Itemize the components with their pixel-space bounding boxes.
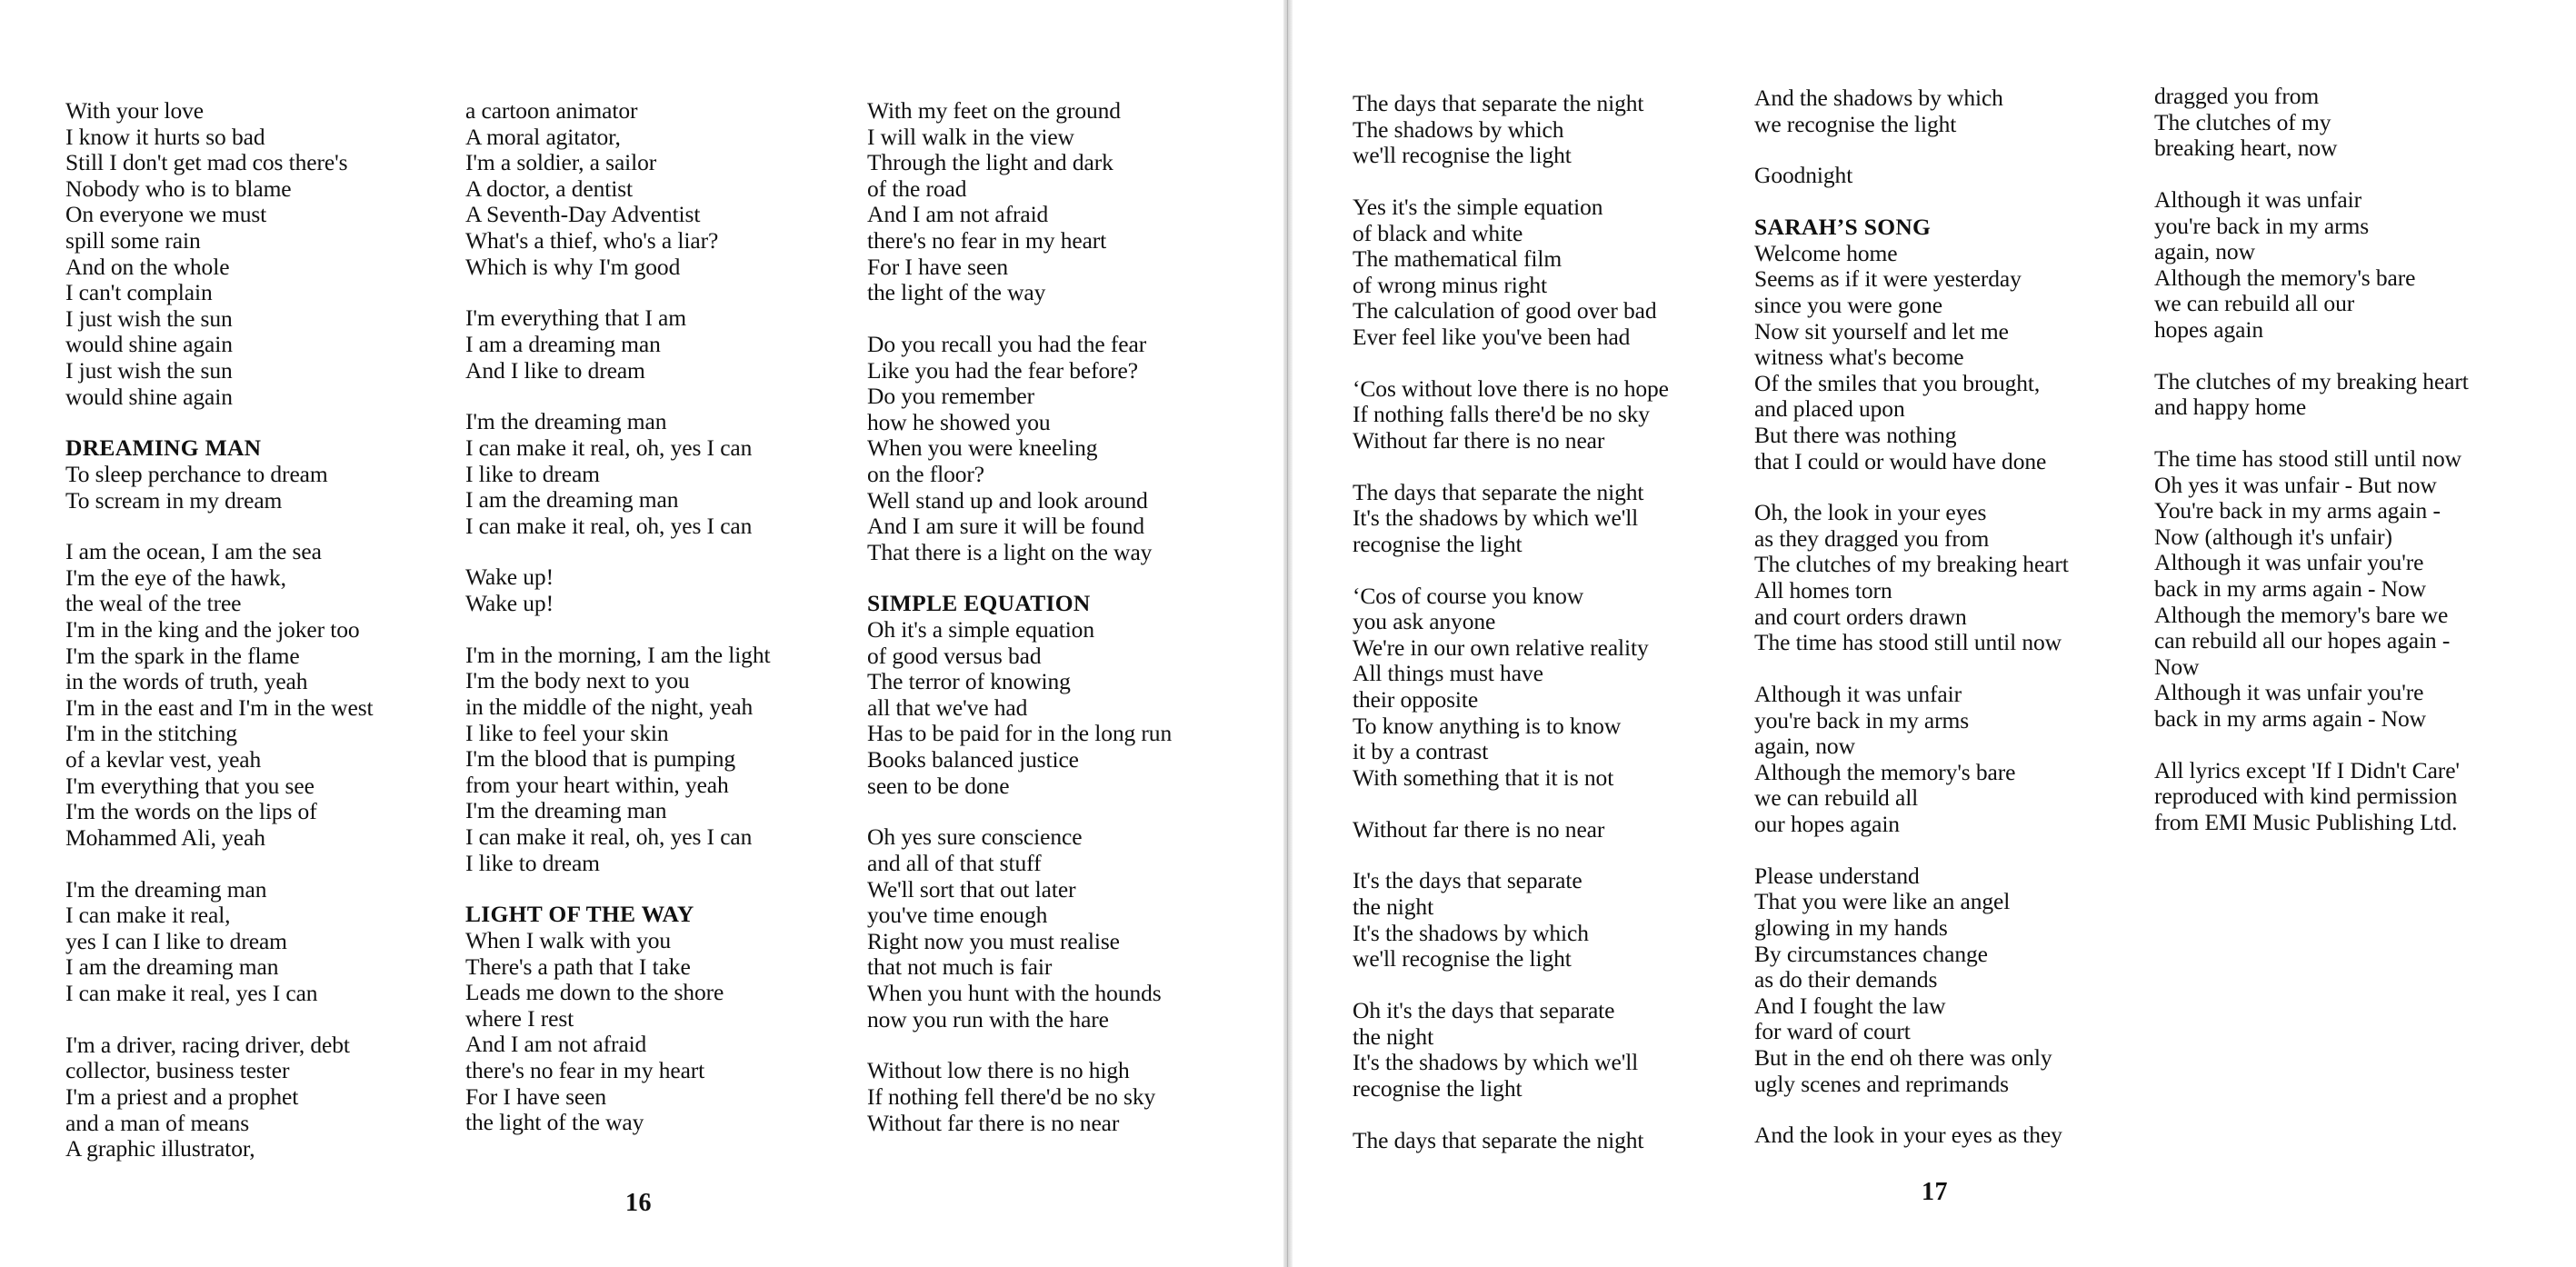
lyric-line: of black and white (1353, 219, 1523, 246)
left-page-column-2 (465, 98, 770, 1136)
lyric-line: their opposite (1353, 686, 1479, 713)
lyric-line: A graphic illustrator, (65, 1135, 255, 1162)
lyric-line: And I am not afraid (465, 1031, 647, 1058)
lyric-line: Now (2154, 653, 2200, 680)
lyric-line: Ever feel like you've been had (1353, 323, 1631, 350)
lyric-line: All homes torn (1754, 577, 1892, 604)
lyric-line: it by a contrast (1353, 738, 1489, 765)
lyric-line: Mohammed Ali, yeah (65, 823, 265, 851)
lyric-line: ‘Cos of course you know (1353, 582, 1584, 609)
lyric-line: Without far there is no near (1353, 815, 1605, 843)
lyric-line: and all of that stuff (867, 850, 1042, 876)
stanza-gap (1353, 351, 1669, 376)
lyric-line: I like to dream (465, 849, 600, 876)
stanza-gap (1353, 973, 1669, 998)
stanza-gap (465, 617, 770, 643)
lyric-line: If nothing fell there'd be no sky (867, 1082, 1156, 1110)
lyric-line: Now sit yourself and let me (1754, 317, 2009, 344)
lyric-line: Goodnight (1754, 162, 1853, 189)
lyric-line: It's the shadows by which (1353, 919, 1589, 946)
lyric-line: dragged you from (2154, 83, 2320, 109)
lyric-line: Without low there is no high (867, 1057, 1130, 1084)
lyric-line: reproduced with kind permission (2154, 783, 2458, 810)
stanza-gap (1754, 656, 2069, 682)
stanza-gap (1353, 843, 1669, 868)
left-page-column-1 (65, 98, 374, 1162)
stanza-gap (1353, 169, 1669, 195)
lyric-line: I'm a driver, racing driver, debt (65, 1031, 350, 1058)
lyric-line: all that we've had (867, 693, 1028, 721)
lyric-line: you're back in my arms (2154, 212, 2370, 239)
lyric-line: Nobody who is to blame (65, 175, 292, 202)
lyric-line: A Seventh-Day Adventist (465, 201, 701, 228)
lyric-line: I'm the body next to you (465, 667, 690, 694)
lyric-line: spill some rain (65, 226, 201, 254)
lyric-line: now you run with the hare (867, 1005, 1109, 1033)
lyric-line: I can make it real, (65, 902, 231, 929)
page-number: 16 (625, 1189, 652, 1217)
lyric-line: Although the memory's bare we (2154, 601, 2449, 628)
lyric-line: On everyone we must (65, 201, 267, 228)
stanza-gap (65, 514, 374, 539)
lyric-line: I can make it real, oh, yes I can (465, 434, 753, 461)
stanza-gap (1754, 137, 2069, 163)
lyric-line: Has to be paid for in the long run (867, 720, 1173, 747)
stanza-gap (465, 539, 770, 564)
lyric-line: Still I don't get mad cos there's (65, 149, 348, 176)
lyric-line: Oh, the look in your eyes (1754, 499, 1987, 526)
lyric-line: the weal of the tree (65, 590, 242, 617)
lyric-line: the night (1353, 1023, 1434, 1050)
lyric-line: And I am not afraid (867, 201, 1049, 228)
lyric-line: on the floor? (867, 460, 984, 487)
lyric-line: how he showed you (867, 408, 1051, 435)
lyric-line: All things must have (1353, 660, 1543, 687)
lyric-line: of a kevlar vest, yeah (65, 746, 262, 773)
lyric-line: as do their demands (1754, 966, 1938, 993)
lyric-line: The time has stood still until now (2154, 445, 2461, 473)
lyric-line: Do you remember (867, 383, 1035, 410)
spine-fold-line (1287, 0, 1288, 1267)
stanza-gap (65, 851, 374, 876)
lyric-line: I just wish the sun (65, 304, 233, 332)
lyric-line: witness what's become (1754, 344, 1964, 371)
lyric-line: and happy home (2154, 394, 2307, 421)
lyric-line: I can't complain (65, 279, 213, 306)
lyric-line: I am a dreaming man (465, 330, 661, 357)
song-title: SARAH’S SONG (1754, 214, 1932, 241)
lyric-line: Through the light and dark (867, 149, 1113, 176)
stanza-gap (1353, 557, 1669, 583)
lyric-line: With your love (65, 97, 204, 124)
lyric-line: of wrong minus right (1353, 271, 1548, 298)
lyric-line: I'm the words on the lips of (65, 798, 317, 825)
lyric-line: The mathematical film (1353, 245, 1563, 273)
stanza-gap (465, 384, 770, 409)
lyric-line: But in the end oh there was only (1754, 1043, 2052, 1071)
lyric-line: we'll recognise the light (1353, 142, 1572, 169)
lyric-line: glowing in my hands (1754, 913, 1948, 941)
lyric-line: Oh yes it was unfair - But now (2154, 471, 2437, 498)
lyric-line: we can rebuild all our (2154, 290, 2355, 317)
lyric-line: I'm a priest and a prophet (65, 1082, 299, 1110)
lyric-line: To know anything is to know (1353, 712, 1622, 739)
lyric-line: the light of the way (465, 1109, 644, 1136)
lyric-line: Although it was unfair you're (2154, 549, 2424, 576)
lyric-line: where I rest (465, 1004, 574, 1032)
left-page-column-3 (867, 98, 1172, 1136)
lyric-line: seen to be done (867, 772, 1010, 799)
lyric-line: But there was nothing (1754, 421, 1957, 448)
lyric-line: The calculation of good over bad (1353, 297, 1657, 324)
lyric-line: Of the smiles that you brought, (1754, 369, 2041, 396)
lyric-line: I am the dreaming man (465, 486, 679, 514)
stanza-gap (867, 565, 1172, 591)
lyric-line: yes I can I like to dream (65, 927, 287, 954)
lyric-line: It's the shadows by which we'll (1353, 1049, 1639, 1076)
lyric-line: I can make it real, oh, yes I can (465, 823, 753, 850)
lyric-line: again, now (2154, 238, 2255, 265)
stanza-gap (1353, 454, 1669, 480)
lyric-line: ‘Cos without love there is no hope (1353, 374, 1669, 402)
lyric-line: With something that it is not (1353, 763, 1614, 791)
lyric-line: I know it hurts so bad (65, 123, 265, 150)
lyric-line: Right now you must realise (867, 927, 1120, 954)
right-page-column-1 (1353, 91, 1669, 1153)
stanza-gap (867, 306, 1172, 332)
lyric-line: That you were like an angel (1754, 888, 2011, 915)
lyric-line: When you were kneeling (867, 434, 1098, 462)
lyric-line: you ask anyone (1353, 608, 1496, 635)
lyric-line: To sleep perchance to dream (65, 460, 328, 487)
lyric-line: that not much is fair (867, 953, 1053, 981)
lyric-line: you've time enough (867, 902, 1048, 929)
lyric-line: I can make it real, oh, yes I can (465, 512, 753, 539)
lyric-line: Books balanced justice (867, 746, 1079, 773)
lyric-line: The shadows by which (1353, 115, 1564, 143)
lyric-line: Although the memory's bare (2154, 264, 2416, 291)
lyric-line: we'll recognise the light (1353, 945, 1572, 973)
lyric-line: for ward of court (1754, 1018, 1911, 1045)
lyric-line: And on the whole (65, 253, 230, 280)
lyric-line: Do you recall you had the fear (867, 330, 1147, 357)
lyric-line: We'll sort that out later (867, 875, 1076, 903)
lyric-line: and a man of means (65, 1109, 250, 1136)
stanza-gap (867, 1033, 1172, 1058)
lyric-line: breaking heart, now (2154, 135, 2338, 162)
lyric-line: I'm the dreaming man (465, 408, 667, 435)
lyric-line: as they dragged you from (1754, 524, 1990, 552)
lyric-line: I'm in the stitching (65, 720, 237, 747)
lyric-line: Oh it's the days that separate (1353, 996, 1615, 1023)
lyric-line: It's the shadows by which we'll (1353, 504, 1639, 532)
lyric-line: back in my arms again - Now (2154, 705, 2426, 733)
right-page (1291, 0, 2576, 1267)
lyric-line: Which is why I'm good (465, 253, 681, 280)
lyric-line: The days that separate the night (1353, 478, 1644, 505)
stanza-gap (1754, 189, 2069, 214)
lyric-line: I'm everything that I am (465, 304, 686, 332)
lyric-line: the night (1353, 893, 1434, 920)
lyric-line: The days that separate the night (1353, 90, 1644, 116)
lyric-line: and court orders drawn (1754, 603, 1967, 630)
stanza-gap (1353, 791, 1669, 816)
lyric-line: in the middle of the night, yeah (465, 693, 754, 721)
lyric-line: The clutches of my breaking heart (1754, 551, 2069, 578)
lyric-line: I'm in the king and the joker too (65, 616, 360, 643)
lyric-line: there's no fear in my heart (465, 1056, 705, 1083)
lyric-line: And I am sure it will be found (867, 513, 1145, 540)
lyric-line: I will walk in the view (867, 123, 1074, 150)
lyric-line: Wake up! (465, 590, 554, 617)
lyric-line: When you hunt with the hounds (867, 979, 1162, 1006)
lyric-line: since you were gone (1754, 291, 1942, 318)
lyric-line: Wake up! (465, 564, 554, 591)
stanza-gap (465, 280, 770, 305)
lyric-line: Although the memory's bare (1754, 758, 2016, 785)
lyric-line: You're back in my arms again - (2154, 497, 2441, 524)
stanza-gap (2154, 344, 2469, 369)
lyric-line: that I could or would have done (1754, 447, 2047, 474)
lyric-line: For I have seen (867, 253, 1008, 280)
lyric-line: I'm everything that you see (65, 772, 315, 799)
lyric-line: Without far there is no near (867, 1109, 1120, 1136)
lyric-line: To scream in my dream (65, 486, 283, 514)
lyric-line: And the shadows by which (1754, 85, 2003, 111)
lyric-line: I'm the dreaming man (65, 875, 267, 903)
lyric-line: we can rebuild all (1754, 784, 1919, 812)
lyric-line: We're in our own relative reality (1353, 634, 1649, 661)
lyric-line: again, now (1754, 733, 1855, 760)
lyric-line: The time has stood still until now (1754, 629, 2062, 656)
lyric-line: The clutches of my breaking heart (2154, 367, 2469, 394)
lyric-line: For I have seen (465, 1082, 606, 1110)
stanza-gap (65, 1007, 374, 1033)
lyric-line: I'm the blood that is pumping (465, 745, 736, 773)
lyric-line: Leads me down to the shore (465, 979, 724, 1006)
lyric-line: back in my arms again - Now (2154, 575, 2426, 603)
lyric-line: Yes it's the simple equation (1353, 193, 1603, 220)
lyric-line: I'm the spark in the flame (65, 642, 300, 669)
lyric-line: collector, business tester (65, 1057, 290, 1084)
lyric-line: from EMI Music Publishing Ltd. (2154, 809, 2458, 835)
lyric-line: our hopes again (1754, 811, 1900, 837)
lyric-line: The terror of knowing (867, 668, 1071, 695)
lyric-line: Please understand (1754, 862, 1920, 889)
lyric-line: a cartoon animator (465, 97, 638, 124)
stanza-gap (65, 410, 374, 435)
stanza-gap (465, 876, 770, 902)
lyric-line: Although it was unfair (2154, 185, 2361, 213)
stanza-gap (2154, 162, 2469, 187)
lyric-line: I'm in the morning, I am the light (465, 641, 771, 668)
lyric-line: I am the dreaming man (65, 953, 279, 981)
lyric-line: Like you had the fear before? (867, 356, 1138, 384)
lyric-line: Well stand up and look around (867, 486, 1148, 514)
right-page-column-3 (2154, 84, 2469, 836)
lyric-line: ugly scenes and reprimands (1754, 1070, 2009, 1097)
lyric-line: I can make it real, yes I can (65, 979, 318, 1006)
lyric-line: hopes again (2154, 315, 2263, 343)
lyric-line: and placed upon (1754, 395, 1905, 423)
lyric-line: There's a path that I take (465, 953, 691, 980)
lyric-line: I'm the eye of the hawk, (65, 564, 286, 591)
stanza-gap (1754, 838, 2069, 863)
song-title: SIMPLE EQUATION (867, 590, 1091, 617)
lyric-line: of good versus bad (867, 642, 1042, 669)
right-page-column-2 (1754, 85, 2069, 1149)
lyric-line: you're back in my arms (1754, 706, 1970, 733)
lyric-line: from your heart within, yeah (465, 771, 729, 798)
lyric-line: recognise the light (1353, 1074, 1523, 1102)
song-title: LIGHT OF THE WAY (465, 901, 694, 928)
page-number: 17 (1922, 1178, 1948, 1206)
lyric-line: recognise the light (1353, 530, 1523, 557)
stanza-gap (1353, 1102, 1669, 1127)
stanza-gap (867, 799, 1172, 824)
left-page (0, 0, 1285, 1267)
lyric-line: Welcome home (1754, 239, 1898, 266)
lyric-line: If nothing falls there'd be no sky (1353, 401, 1650, 428)
lyric-line: in the words of truth, yeah (65, 668, 308, 695)
lyric-line: Oh it's a simple equation (867, 616, 1094, 643)
lyric-line: Now (although it's unfair) (2154, 523, 2392, 550)
stanza-gap (2154, 733, 2469, 758)
lyric-line: can rebuild all our hopes again - (2154, 627, 2451, 654)
lyric-line: A doctor, a dentist (465, 175, 634, 202)
lyric-line: That there is a light on the way (867, 538, 1153, 565)
lyric-line: I just wish the sun (65, 356, 233, 384)
lyric-line: And the look in your eyes as they (1754, 1122, 2062, 1149)
lyric-line: What's a thief, who's a liar? (465, 226, 719, 254)
lyric-line: Oh yes sure conscience (867, 823, 1083, 851)
lyric-line: By circumstances change (1754, 940, 1988, 967)
lyric-line: When I walk with you (465, 926, 672, 953)
lyric-line: would shine again (65, 383, 233, 410)
lyric-line: I like to feel your skin (465, 719, 669, 746)
lyric-line: of the road (867, 175, 967, 202)
lyric-line: And I fought the law (1754, 992, 1946, 1019)
lyric-line: With my feet on the ground (867, 97, 1121, 124)
stanza-gap (1754, 474, 2069, 500)
stanza-gap (1754, 1097, 2069, 1122)
lyric-line: I like to dream (465, 460, 600, 487)
lyric-line: Although it was unfair (1754, 681, 1962, 708)
song-title: DREAMING MAN (65, 434, 262, 462)
lyric-line: I'm in the east and I'm in the west (65, 693, 374, 721)
stanza-gap (2154, 421, 2469, 446)
lyric-line: All lyrics except 'If I Didn't Care' (2154, 756, 2460, 783)
lyric-line: I'm a soldier, a sailor (465, 149, 657, 176)
lyric-line: the light of the way (867, 279, 1046, 306)
lyric-line: I'm the dreaming man (465, 797, 667, 824)
lyric-line: Although it was unfair you're (2154, 679, 2424, 706)
lyric-line: It's the days that separate (1353, 867, 1583, 894)
lyric-line: we recognise the light (1754, 110, 1957, 137)
lyric-line: Without far there is no near (1353, 426, 1605, 454)
lyric-line: The clutches of my (2154, 108, 2331, 135)
lyric-line: And I like to dream (465, 356, 645, 384)
lyric-line: Seems as if it were yesterday (1754, 265, 2022, 293)
lyric-line: The days that separate the night (1353, 1126, 1644, 1153)
lyric-line: A moral agitator, (465, 123, 621, 150)
lyric-line: would shine again (65, 331, 233, 358)
lyric-line: I am the ocean, I am the sea (65, 538, 322, 565)
lyric-line: there's no fear in my heart (867, 226, 1107, 254)
